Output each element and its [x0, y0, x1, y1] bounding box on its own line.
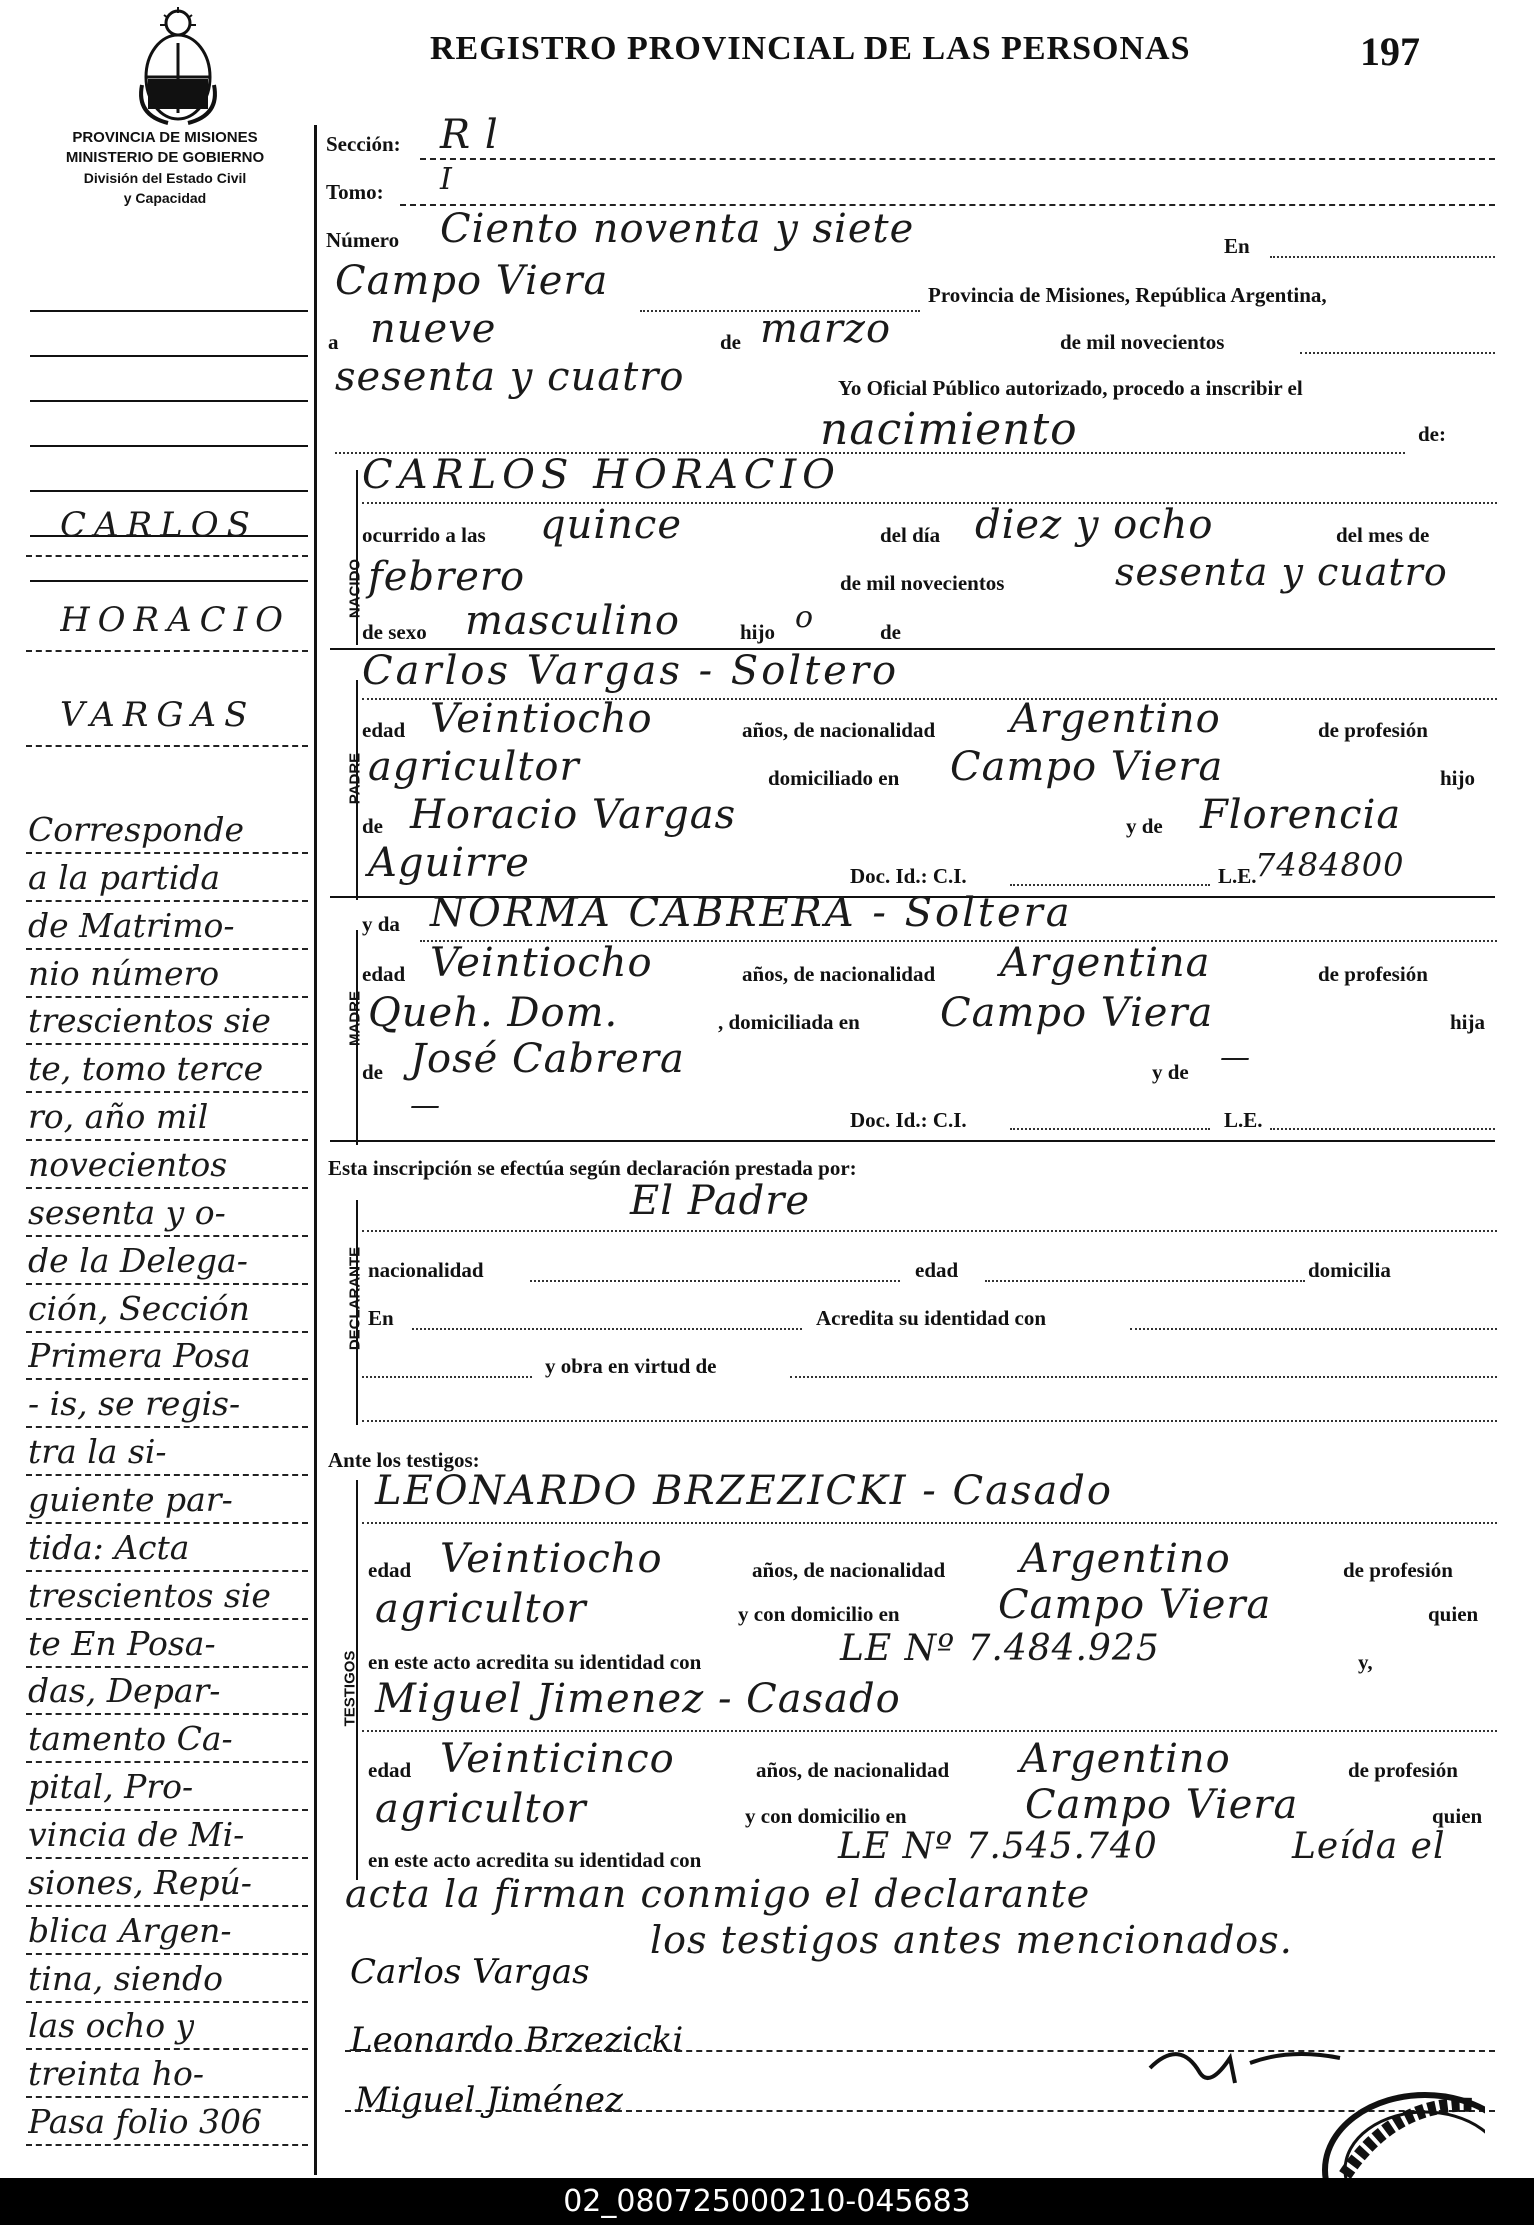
entry-t2-prof: agricultor: [375, 1786, 587, 1832]
margin-note-line: trescientos sie: [28, 1001, 271, 1041]
margin-note-rule: [26, 1570, 308, 1572]
entry-localidad: Campo Viera: [335, 258, 609, 304]
label-prof-t1: de profesión: [1343, 1558, 1453, 1582]
closing-line-2: los testigos antes mencionados.: [650, 1918, 1293, 1962]
margin-note-line: blica Argen-: [28, 1910, 232, 1950]
label-edad-madre: edad: [362, 962, 406, 986]
entry-testigo2: Miguel Jimenez - Casado: [375, 1676, 901, 1722]
rule: [985, 1280, 1305, 1282]
label-edad-t2: edad: [368, 1758, 412, 1782]
rule: [412, 1328, 802, 1330]
entry-madre-edad: Veintiocho: [430, 940, 653, 986]
margin-note-line: das, Depar-: [28, 1671, 221, 1711]
entry-t1-prof: agricultor: [375, 1586, 587, 1632]
margin-rule: [30, 400, 308, 402]
entry-padre-nombre: Carlos Vargas - Soltero: [362, 648, 900, 694]
rule: [362, 1730, 1497, 1732]
label-anios-padre: años, de nacionalidad: [742, 718, 936, 742]
rule: [1270, 1128, 1495, 1130]
margin-note-rule: [26, 1187, 308, 1189]
section-divider: [330, 1140, 1495, 1142]
margin-note-rule: [26, 1953, 308, 1955]
label-acredita-t1: en este acto acredita su identidad con: [368, 1650, 702, 1674]
side-label-declarante: DECLARANTE: [346, 1246, 364, 1351]
entry-t2-dom: Campo Viera: [1025, 1782, 1299, 1828]
label-tomo: Tomo:: [326, 180, 384, 204]
label-de-2: de: [880, 620, 901, 644]
margin-note-rule: [26, 1713, 308, 1715]
margin-note-line: - is, se regis-: [28, 1384, 241, 1424]
label-prof-padre: de profesión: [1318, 718, 1428, 742]
entry-mes-nac: febrero: [368, 554, 526, 600]
margin-note-line: CARLOS: [60, 505, 258, 545]
institution-line: PROVINCIA DE MISIONES: [72, 129, 258, 146]
margin-note-line: tamento Ca-: [28, 1719, 233, 1759]
margin-note-rule: [26, 1474, 308, 1476]
label-ante-testigos: Ante los testigos:: [328, 1448, 480, 1472]
margin-note-rule: [26, 996, 308, 998]
entry-abuelo-mat: José Cabrera: [410, 1036, 685, 1082]
label-sexo: de sexo: [362, 620, 427, 644]
entry-madre-dom: Campo Viera: [940, 990, 1214, 1036]
entry-declarante: El Padre: [630, 1178, 811, 1224]
margin-note-rule: [26, 1522, 308, 1524]
institution-line: MINISTERIO DE GOBIERNO: [65, 149, 265, 166]
margin-note-rule: [26, 1331, 308, 1333]
margin-note-line: tida: Acta: [28, 1527, 190, 1567]
margin-note-line: siones, Repú-: [28, 1862, 252, 1902]
label-hija: hija: [1450, 1010, 1486, 1034]
margin-note-rule: [26, 1905, 308, 1907]
margin-note-line: treinta ho-: [28, 2054, 205, 2094]
entry-t1-edad: Veintiocho: [440, 1536, 663, 1582]
margin-note-rule: [26, 852, 308, 854]
margin-note-rule: [26, 1378, 308, 1380]
label-quien-t2: quien: [1432, 1804, 1483, 1828]
entry-padre-prof: agricultor: [368, 744, 580, 790]
margin-note-line: nio número: [28, 953, 220, 993]
margin-note-line: HORACIO: [60, 600, 291, 640]
institution-line: y Capacidad: [123, 190, 207, 206]
entry-t1-nac: Argentino: [1020, 1536, 1231, 1582]
label-provincia: Provincia de Misiones, República Argentina,: [928, 283, 1327, 307]
entry-t1-dom: Campo Viera: [998, 1582, 1272, 1628]
label-y-de-2: y de: [1152, 1060, 1189, 1084]
label-de-colon: de:: [1418, 422, 1446, 446]
margin-note-line: de Matrimo-: [28, 905, 235, 945]
entry-t2-edad: Veinticinco: [440, 1736, 675, 1782]
margin-note-line: Corresponde: [28, 810, 245, 849]
rule: [1010, 884, 1210, 886]
margin-note-line: ción, Sección: [28, 1288, 250, 1328]
rule: [420, 158, 1495, 160]
margin-note-rule: [26, 2096, 308, 2098]
entry-madre-nombre: NORMA CABRERA - Soltera: [430, 890, 1073, 936]
label-en: En: [1224, 234, 1250, 258]
margin-note-line: tra la si-: [28, 1432, 167, 1472]
margin-note-rule: [26, 650, 308, 652]
entry-tomo: I: [440, 162, 453, 197]
label-de: de: [720, 330, 741, 354]
signature-miguel-jimenez: Miguel Jiménez: [355, 2080, 623, 2120]
label-hijo: hijo: [740, 620, 776, 644]
label-oficial: Yo Oficial Público autorizado, procedo a inscribir el: [838, 376, 1303, 400]
margin-note-line: a la partida: [28, 857, 221, 897]
label-quien-t1: quien: [1428, 1602, 1479, 1626]
margin-separator: [314, 125, 317, 2175]
side-label-padre: PADRE: [346, 752, 364, 805]
label-mil-novecientos-2: de mil novecientos: [840, 571, 1005, 595]
margin-note-rule: [26, 948, 308, 950]
margin-note-line: Pasa folio 306: [28, 2102, 263, 2142]
label-prof-madre: de profesión: [1318, 962, 1428, 986]
label-con-dom-t2: y con domicilio en: [745, 1804, 907, 1828]
margin-note-line: de la Delega-: [28, 1240, 248, 1280]
entry-madre-nac: Argentina: [1000, 940, 1211, 986]
official-stamp: [1315, 2080, 1485, 2180]
entry-t2-tail: Leída el: [1292, 1826, 1446, 1867]
label-numero: Número: [326, 228, 400, 252]
label-domicilia: domicilia: [1308, 1258, 1391, 1282]
label-edad-t1: edad: [368, 1558, 412, 1582]
rule: [362, 1376, 532, 1378]
label-y-da: y da: [362, 912, 400, 936]
label-domiciliado: domiciliado en: [768, 766, 900, 790]
entry-anio-nac: sesenta y cuatro: [1115, 550, 1448, 594]
label-acredita-t2: en este acto acredita su identidad con: [368, 1848, 702, 1872]
rule: [1010, 1128, 1210, 1130]
label-del-dia: del día: [880, 523, 941, 547]
margin-rule: [30, 580, 308, 582]
margin-note-rule: [26, 1043, 308, 1045]
label-edad-decl: edad: [915, 1258, 959, 1282]
margin-note-rule: [26, 1139, 308, 1141]
entry-abuelo-pat: Horacio Vargas: [410, 792, 737, 838]
label-obra: y obra en virtud de: [545, 1354, 717, 1378]
margin-note-rule: [26, 1857, 308, 1859]
entry-numero: Ciento noventa y siete: [440, 206, 915, 252]
margin-note-line: ro, año mil: [28, 1097, 209, 1137]
margin-note-rule: [26, 2048, 308, 2050]
margin-rule: [30, 310, 308, 312]
margin-note-line: pital, Pro-: [28, 1767, 194, 1807]
margin-note-rule: [26, 2001, 308, 2003]
margin-note-rule: [26, 1283, 308, 1285]
entry-t2-nac: Argentino: [1020, 1736, 1231, 1782]
margin-note-rule: [26, 1761, 308, 1763]
entry-t1-doc: LE Nº 7.484.925: [840, 1628, 1160, 1669]
entry-dia-nac: diez y ocho: [975, 502, 1214, 548]
label-seccion: Sección:: [326, 132, 401, 156]
margin-note-rule: [26, 1666, 308, 1668]
rule: [1300, 352, 1495, 354]
margin-note-line: Primera Posa: [28, 1336, 251, 1376]
rule: [362, 1230, 1497, 1232]
label-en-decl: En: [368, 1306, 394, 1330]
label-doc-id-2: Doc. Id.: C.I.: [850, 1108, 967, 1132]
margin-note-rule: [26, 900, 308, 902]
entry-padre-edad: Veintiocho: [430, 696, 653, 742]
margin-note-rule: [26, 1235, 308, 1237]
label-acredita: Acredita su identidad con: [816, 1306, 1047, 1330]
entry-padre-nac: Argentino: [1010, 696, 1221, 742]
margin-note-rule: [26, 1091, 308, 1093]
label-del-mes: del mes de: [1336, 523, 1430, 547]
margin-rule: [30, 355, 308, 357]
entry-hora: quince: [540, 502, 682, 548]
label-le-2: L.E.: [1224, 1108, 1263, 1132]
margin-note-rule: [26, 1618, 308, 1620]
margin-note-line: trescientos sie: [28, 1575, 271, 1615]
entry-nombre: CARLOS HORACIO: [362, 452, 841, 498]
rule: [790, 1376, 1497, 1378]
label-le: L.E.: [1218, 864, 1257, 888]
side-label-nacido: NACIDO: [346, 558, 364, 619]
entry-madre-prof: Queh. Dom.: [368, 990, 619, 1036]
entry-mes: marzo: [760, 306, 892, 352]
margin-note-line: novecientos: [28, 1145, 228, 1184]
label-a: a: [328, 330, 339, 354]
entry-t2-doc: LE Nº 7.545.740: [838, 1826, 1158, 1867]
page-title: REGISTRO PROVINCIAL DE LAS PERSONAS: [430, 30, 1191, 67]
entry-sexo: masculino: [465, 598, 680, 644]
rule: [362, 1522, 1497, 1524]
label-edad-padre: edad: [362, 718, 406, 742]
entry-padre-dom: Campo Viera: [950, 744, 1224, 790]
margin-note-rule: [26, 1809, 308, 1811]
label-mil-novecientos: de mil novecientos: [1060, 330, 1225, 354]
margin-note-line: sesenta y o-: [28, 1192, 226, 1232]
entry-dia: nueve: [370, 306, 497, 352]
margin-note-line: vincia de Mi-: [28, 1815, 245, 1854]
document-id-footer: 02_080725000210-045683: [0, 2178, 1534, 2225]
label-nacionalidad: nacionalidad: [368, 1258, 484, 1282]
closing-line-1: acta la firman conmigo el declarante: [345, 1872, 1091, 1916]
side-label-testigos: TESTIGOS: [341, 1650, 359, 1727]
entry-madre-doc: —: [410, 1088, 441, 1123]
entry-acto: nacimiento: [820, 404, 1078, 455]
label-domiciliada: , domiciliada en: [718, 1010, 860, 1034]
rule: [362, 502, 1497, 504]
label-declaracion: Esta inscripción se efectúa según declaración prestada por:: [328, 1156, 857, 1180]
margin-note-line: te, tomo terce: [28, 1049, 264, 1089]
rule: [1270, 256, 1495, 258]
label-de-4: de: [362, 1060, 383, 1084]
margin-note-line: VARGAS: [60, 695, 256, 735]
margin-note-line: las ocho y: [28, 2006, 195, 2046]
rule: [362, 1420, 1497, 1422]
institution-block: [30, 128, 300, 208]
margin-rule: [30, 445, 308, 447]
label-ocurrido: ocurrido a las: [362, 523, 486, 547]
entry-abuela-mat: —: [1220, 1040, 1251, 1075]
page-number: 197: [1360, 29, 1420, 74]
rule: [530, 1280, 900, 1282]
rule: [1130, 1328, 1497, 1330]
label-anios-madre: años, de nacionalidad: [742, 962, 936, 986]
entry-padre-le: 7484800: [1255, 846, 1405, 884]
label-y-comma: y,: [1358, 1650, 1373, 1674]
entry-abuela-pat-2: Aguirre: [368, 840, 530, 886]
margin-note-rule: [26, 2144, 308, 2146]
label-doc-id: Doc. Id.: C.I.: [850, 864, 967, 888]
institution-line: División del Estado Civil: [83, 170, 247, 186]
entry-hijo-suffix: o: [795, 600, 815, 635]
margin-note-line: te En Posa-: [28, 1623, 216, 1663]
entry-anio: sesenta y cuatro: [335, 354, 685, 400]
coat-of-arms-icon: [128, 5, 228, 130]
signature-carlos-vargas: Carlos Vargas: [350, 1952, 590, 1992]
signature-leonardo-brzezicki: Leonardo Brzezicki: [350, 2020, 684, 2060]
side-label-madre: MADRE: [346, 991, 364, 1046]
margin-note-rule: [26, 555, 308, 557]
entry-seccion: R l: [440, 112, 499, 158]
label-con-dom-t1: y con domicilio en: [738, 1602, 900, 1626]
label-anios-t1: años, de nacionalidad: [752, 1558, 946, 1582]
label-de-3: de: [362, 814, 383, 838]
margin-rule: [30, 490, 308, 492]
label-hijo-2: hijo: [1440, 766, 1476, 790]
label-anios-t2: años, de nacionalidad: [756, 1758, 950, 1782]
label-y-de: y de: [1126, 814, 1163, 838]
label-prof-t2: de profesión: [1348, 1758, 1458, 1782]
entry-abuela-pat-1: Florencia: [1200, 792, 1402, 838]
margin-note-line: tina, siendo: [28, 1958, 223, 1998]
entry-testigo1: LEONARDO BRZEZICKI - Casado: [375, 1468, 1113, 1514]
margin-note-line: guiente par-: [28, 1480, 233, 1519]
margin-note-rule: [26, 1426, 308, 1428]
margin-note-rule: [26, 745, 308, 747]
